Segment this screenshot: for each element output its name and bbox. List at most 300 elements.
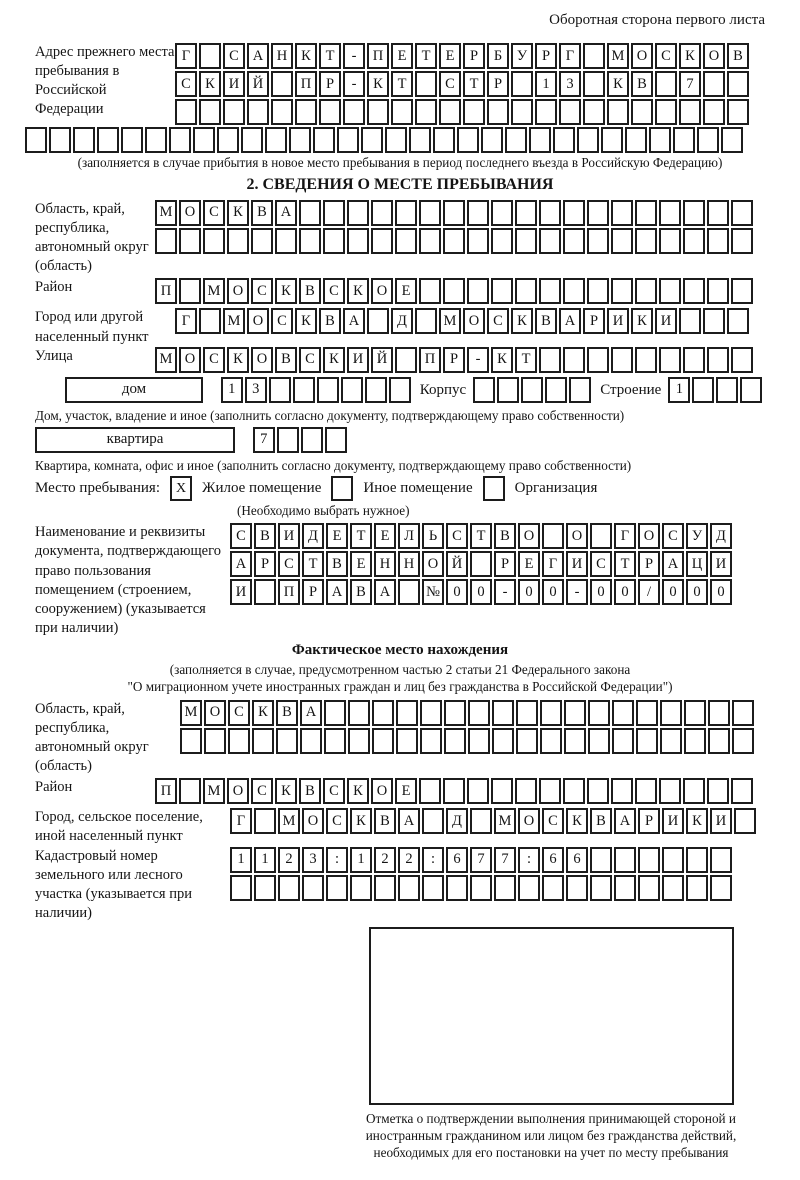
- char-cell[interactable]: С: [542, 808, 564, 834]
- char-cell[interactable]: Д: [446, 808, 468, 834]
- char-cell[interactable]: [588, 728, 610, 754]
- char-cell[interactable]: О: [422, 551, 444, 577]
- char-cell[interactable]: [293, 377, 315, 403]
- char-cell[interactable]: Т: [415, 43, 437, 69]
- char-cell[interactable]: [659, 278, 681, 304]
- char-cell[interactable]: С: [299, 347, 321, 373]
- char-cell[interactable]: [612, 728, 634, 754]
- char-cell[interactable]: [535, 99, 557, 125]
- char-cell[interactable]: [199, 43, 221, 69]
- char-cell[interactable]: [439, 99, 461, 125]
- char-cell[interactable]: К: [275, 278, 297, 304]
- char-cell[interactable]: В: [631, 71, 653, 97]
- char-cell[interactable]: -: [566, 579, 588, 605]
- char-cell[interactable]: [422, 875, 444, 901]
- char-cell[interactable]: 2: [278, 847, 300, 873]
- char-cell[interactable]: М: [155, 200, 177, 226]
- char-cell[interactable]: Г: [614, 523, 636, 549]
- char-cell[interactable]: [247, 99, 269, 125]
- char-cell[interactable]: :: [326, 847, 348, 873]
- char-cell[interactable]: [323, 228, 345, 254]
- char-cell[interactable]: [662, 847, 684, 873]
- char-cell[interactable]: [269, 377, 291, 403]
- char-cell[interactable]: В: [299, 778, 321, 804]
- char-cell[interactable]: П: [367, 43, 389, 69]
- char-cell[interactable]: [655, 71, 677, 97]
- char-cell[interactable]: С: [223, 43, 245, 69]
- char-cell[interactable]: [443, 228, 465, 254]
- char-cell[interactable]: [516, 700, 538, 726]
- char-cell[interactable]: М: [278, 808, 300, 834]
- char-cell[interactable]: [515, 278, 537, 304]
- char-cell[interactable]: А: [614, 808, 636, 834]
- char-cell[interactable]: О: [179, 200, 201, 226]
- char-cell[interactable]: [444, 728, 466, 754]
- char-cell[interactable]: К: [566, 808, 588, 834]
- char-cell[interactable]: [710, 875, 732, 901]
- char-cell[interactable]: И: [710, 551, 732, 577]
- char-cell[interactable]: [683, 278, 705, 304]
- char-cell[interactable]: К: [252, 700, 274, 726]
- char-cell[interactable]: [324, 728, 346, 754]
- char-cell[interactable]: [716, 377, 738, 403]
- char-cell[interactable]: [193, 127, 215, 153]
- char-cell[interactable]: [299, 200, 321, 226]
- char-cell[interactable]: [467, 228, 489, 254]
- char-cell[interactable]: С: [228, 700, 250, 726]
- char-cell[interactable]: [659, 228, 681, 254]
- char-cell[interactable]: М: [203, 278, 225, 304]
- char-cell[interactable]: [97, 127, 119, 153]
- char-cell[interactable]: С: [251, 778, 273, 804]
- char-cell[interactable]: -: [467, 347, 489, 373]
- char-cell[interactable]: [611, 278, 633, 304]
- char-cell[interactable]: [300, 728, 322, 754]
- char-cell[interactable]: [348, 728, 370, 754]
- char-cell[interactable]: [564, 728, 586, 754]
- char-cell[interactable]: С: [323, 778, 345, 804]
- char-cell[interactable]: [409, 127, 431, 153]
- char-cell[interactable]: [374, 875, 396, 901]
- char-cell[interactable]: [389, 377, 411, 403]
- char-cell[interactable]: С: [203, 347, 225, 373]
- char-cell[interactable]: О: [302, 808, 324, 834]
- char-cell[interactable]: :: [422, 847, 444, 873]
- char-cell[interactable]: В: [319, 308, 341, 334]
- char-cell[interactable]: [420, 700, 442, 726]
- char-cell[interactable]: А: [300, 700, 322, 726]
- char-cell[interactable]: [457, 127, 479, 153]
- checkbox-residential[interactable]: X: [170, 476, 192, 501]
- char-cell[interactable]: [199, 308, 221, 334]
- char-cell[interactable]: Е: [350, 551, 372, 577]
- char-cell[interactable]: [443, 778, 465, 804]
- char-cell[interactable]: 0: [470, 579, 492, 605]
- char-cell[interactable]: 7: [679, 71, 701, 97]
- char-cell[interactable]: 1: [254, 847, 276, 873]
- char-cell[interactable]: С: [271, 308, 293, 334]
- char-cell[interactable]: М: [223, 308, 245, 334]
- char-cell[interactable]: Е: [326, 523, 348, 549]
- char-cell[interactable]: [734, 808, 756, 834]
- char-cell[interactable]: [727, 71, 749, 97]
- char-cell[interactable]: 6: [446, 847, 468, 873]
- char-cell[interactable]: О: [463, 308, 485, 334]
- char-cell[interactable]: [121, 127, 143, 153]
- char-cell[interactable]: [265, 127, 287, 153]
- char-cell[interactable]: [494, 875, 516, 901]
- char-cell[interactable]: Ь: [422, 523, 444, 549]
- char-cell[interactable]: [655, 99, 677, 125]
- char-cell[interactable]: [583, 43, 605, 69]
- char-cell[interactable]: М: [203, 778, 225, 804]
- char-cell[interactable]: И: [607, 308, 629, 334]
- char-cell[interactable]: [707, 228, 729, 254]
- char-cell[interactable]: [635, 278, 657, 304]
- char-cell[interactable]: [317, 377, 339, 403]
- char-cell[interactable]: [683, 347, 705, 373]
- char-cell[interactable]: [660, 728, 682, 754]
- char-cell[interactable]: [372, 728, 394, 754]
- char-cell[interactable]: [398, 875, 420, 901]
- char-cell[interactable]: 1: [350, 847, 372, 873]
- char-cell[interactable]: [361, 127, 383, 153]
- char-cell[interactable]: [367, 99, 389, 125]
- char-cell[interactable]: [731, 200, 753, 226]
- char-cell[interactable]: [553, 127, 575, 153]
- char-cell[interactable]: [295, 99, 317, 125]
- char-cell[interactable]: Л: [398, 523, 420, 549]
- char-cell[interactable]: К: [347, 778, 369, 804]
- char-cell[interactable]: [473, 377, 495, 403]
- char-cell[interactable]: [251, 228, 273, 254]
- char-cell[interactable]: К: [367, 71, 389, 97]
- char-cell[interactable]: [727, 99, 749, 125]
- char-cell[interactable]: П: [278, 579, 300, 605]
- char-cell[interactable]: [155, 228, 177, 254]
- char-cell[interactable]: [252, 728, 274, 754]
- char-cell[interactable]: [348, 700, 370, 726]
- char-cell[interactable]: И: [662, 808, 684, 834]
- char-cell[interactable]: С: [439, 71, 461, 97]
- char-cell[interactable]: [635, 228, 657, 254]
- char-cell[interactable]: [341, 377, 363, 403]
- char-cell[interactable]: [731, 778, 753, 804]
- char-cell[interactable]: С: [326, 808, 348, 834]
- char-cell[interactable]: Р: [319, 71, 341, 97]
- char-cell[interactable]: В: [299, 278, 321, 304]
- char-cell[interactable]: Т: [515, 347, 537, 373]
- char-cell[interactable]: П: [295, 71, 317, 97]
- char-cell[interactable]: [217, 127, 239, 153]
- char-cell[interactable]: [601, 127, 623, 153]
- char-cell[interactable]: [343, 99, 365, 125]
- char-cell[interactable]: 2: [398, 847, 420, 873]
- char-cell[interactable]: [385, 127, 407, 153]
- char-cell[interactable]: [145, 127, 167, 153]
- char-cell[interactable]: [731, 228, 753, 254]
- char-cell[interactable]: 0: [542, 579, 564, 605]
- char-cell[interactable]: В: [590, 808, 612, 834]
- char-cell[interactable]: К: [491, 347, 513, 373]
- char-cell[interactable]: В: [727, 43, 749, 69]
- char-cell[interactable]: С: [203, 200, 225, 226]
- char-cell[interactable]: [614, 875, 636, 901]
- char-cell[interactable]: Р: [638, 551, 660, 577]
- char-cell[interactable]: [443, 278, 465, 304]
- char-cell[interactable]: [539, 778, 561, 804]
- char-cell[interactable]: [587, 278, 609, 304]
- char-cell[interactable]: [707, 278, 729, 304]
- char-cell[interactable]: 1: [668, 377, 690, 403]
- char-cell[interactable]: С: [175, 71, 197, 97]
- char-cell[interactable]: О: [638, 523, 660, 549]
- char-cell[interactable]: [540, 728, 562, 754]
- char-cell[interactable]: Т: [614, 551, 636, 577]
- char-cell[interactable]: Е: [395, 278, 417, 304]
- char-cell[interactable]: [515, 200, 537, 226]
- char-cell[interactable]: [228, 728, 250, 754]
- char-cell[interactable]: [583, 71, 605, 97]
- char-cell[interactable]: [635, 778, 657, 804]
- char-cell[interactable]: [636, 728, 658, 754]
- char-cell[interactable]: О: [247, 308, 269, 334]
- char-cell[interactable]: Н: [374, 551, 396, 577]
- char-cell[interactable]: [686, 847, 708, 873]
- char-cell[interactable]: 7: [253, 427, 275, 453]
- char-cell[interactable]: С: [655, 43, 677, 69]
- char-cell[interactable]: [254, 875, 276, 901]
- char-cell[interactable]: 1: [230, 847, 252, 873]
- char-cell[interactable]: [732, 700, 754, 726]
- char-cell[interactable]: [577, 127, 599, 153]
- char-cell[interactable]: К: [323, 347, 345, 373]
- char-cell[interactable]: 3: [302, 847, 324, 873]
- char-cell[interactable]: [337, 127, 359, 153]
- char-cell[interactable]: А: [559, 308, 581, 334]
- char-cell[interactable]: А: [326, 579, 348, 605]
- char-cell[interactable]: Г: [542, 551, 564, 577]
- char-cell[interactable]: О: [227, 778, 249, 804]
- char-cell[interactable]: [587, 228, 609, 254]
- char-cell[interactable]: С: [446, 523, 468, 549]
- char-cell[interactable]: [419, 228, 441, 254]
- char-cell[interactable]: Д: [302, 523, 324, 549]
- char-cell[interactable]: В: [254, 523, 276, 549]
- char-cell[interactable]: [708, 728, 730, 754]
- char-cell[interactable]: [679, 308, 701, 334]
- char-cell[interactable]: К: [679, 43, 701, 69]
- char-cell[interactable]: Р: [583, 308, 605, 334]
- char-cell[interactable]: О: [179, 347, 201, 373]
- char-cell[interactable]: [692, 377, 714, 403]
- char-cell[interactable]: В: [275, 347, 297, 373]
- char-cell[interactable]: [635, 347, 657, 373]
- char-cell[interactable]: 2: [374, 847, 396, 873]
- char-cell[interactable]: М: [439, 308, 461, 334]
- char-cell[interactable]: К: [686, 808, 708, 834]
- char-cell[interactable]: 7: [470, 847, 492, 873]
- char-cell[interactable]: К: [227, 347, 249, 373]
- char-cell[interactable]: О: [703, 43, 725, 69]
- char-cell[interactable]: [319, 99, 341, 125]
- char-cell[interactable]: К: [275, 778, 297, 804]
- char-cell[interactable]: [703, 308, 725, 334]
- char-cell[interactable]: Р: [535, 43, 557, 69]
- char-cell[interactable]: [25, 127, 47, 153]
- char-cell[interactable]: [686, 875, 708, 901]
- char-cell[interactable]: [302, 875, 324, 901]
- checkbox-other-premises[interactable]: [331, 476, 353, 501]
- char-cell[interactable]: [371, 228, 393, 254]
- char-cell[interactable]: [463, 99, 485, 125]
- char-cell[interactable]: [683, 200, 705, 226]
- char-cell[interactable]: [529, 127, 551, 153]
- char-cell[interactable]: [299, 228, 321, 254]
- char-cell[interactable]: В: [494, 523, 516, 549]
- char-cell[interactable]: [420, 728, 442, 754]
- char-cell[interactable]: [588, 700, 610, 726]
- char-cell[interactable]: Е: [395, 778, 417, 804]
- char-cell[interactable]: [325, 427, 347, 453]
- char-cell[interactable]: А: [662, 551, 684, 577]
- char-cell[interactable]: О: [518, 523, 540, 549]
- char-cell[interactable]: [631, 99, 653, 125]
- char-cell[interactable]: [563, 228, 585, 254]
- char-cell[interactable]: И: [347, 347, 369, 373]
- char-cell[interactable]: [662, 875, 684, 901]
- char-cell[interactable]: [446, 875, 468, 901]
- char-cell[interactable]: О: [631, 43, 653, 69]
- char-cell[interactable]: Р: [302, 579, 324, 605]
- char-cell[interactable]: 6: [542, 847, 564, 873]
- char-cell[interactable]: [326, 875, 348, 901]
- char-cell[interactable]: [649, 127, 671, 153]
- char-cell[interactable]: А: [398, 808, 420, 834]
- char-cell[interactable]: [179, 278, 201, 304]
- char-cell[interactable]: Р: [463, 43, 485, 69]
- char-cell[interactable]: [708, 700, 730, 726]
- char-cell[interactable]: В: [326, 551, 348, 577]
- char-cell[interactable]: [542, 875, 564, 901]
- char-cell[interactable]: /: [638, 579, 660, 605]
- char-cell[interactable]: Т: [463, 71, 485, 97]
- char-cell[interactable]: Г: [230, 808, 252, 834]
- char-cell[interactable]: [275, 228, 297, 254]
- checkbox-organization[interactable]: [483, 476, 505, 501]
- char-cell[interactable]: О: [204, 700, 226, 726]
- char-cell[interactable]: Е: [391, 43, 413, 69]
- char-cell[interactable]: [612, 700, 634, 726]
- char-cell[interactable]: О: [227, 278, 249, 304]
- char-cell[interactable]: [563, 778, 585, 804]
- char-cell[interactable]: [301, 427, 323, 453]
- char-cell[interactable]: [566, 875, 588, 901]
- char-cell[interactable]: [180, 728, 202, 754]
- char-cell[interactable]: [707, 200, 729, 226]
- char-cell[interactable]: [563, 278, 585, 304]
- char-cell[interactable]: [468, 700, 490, 726]
- char-cell[interactable]: [175, 99, 197, 125]
- char-cell[interactable]: [731, 347, 753, 373]
- char-cell[interactable]: [587, 778, 609, 804]
- char-cell[interactable]: [278, 875, 300, 901]
- char-cell[interactable]: [542, 523, 564, 549]
- char-cell[interactable]: [323, 200, 345, 226]
- char-cell[interactable]: Р: [638, 808, 660, 834]
- char-cell[interactable]: А: [343, 308, 365, 334]
- char-cell[interactable]: [254, 808, 276, 834]
- char-cell[interactable]: [740, 377, 762, 403]
- char-cell[interactable]: [415, 99, 437, 125]
- char-cell[interactable]: [703, 71, 725, 97]
- char-cell[interactable]: [367, 308, 389, 334]
- char-cell[interactable]: И: [230, 579, 252, 605]
- char-cell[interactable]: [732, 728, 754, 754]
- char-cell[interactable]: 0: [518, 579, 540, 605]
- char-cell[interactable]: [223, 99, 245, 125]
- char-cell[interactable]: [638, 847, 660, 873]
- char-cell[interactable]: В: [374, 808, 396, 834]
- char-cell[interactable]: [241, 127, 263, 153]
- char-cell[interactable]: Г: [559, 43, 581, 69]
- char-cell[interactable]: 1: [535, 71, 557, 97]
- char-cell[interactable]: У: [511, 43, 533, 69]
- char-cell[interactable]: К: [347, 278, 369, 304]
- char-cell[interactable]: [625, 127, 647, 153]
- char-cell[interactable]: [611, 228, 633, 254]
- char-cell[interactable]: [518, 875, 540, 901]
- char-cell[interactable]: 0: [710, 579, 732, 605]
- char-cell[interactable]: И: [566, 551, 588, 577]
- char-cell[interactable]: В: [350, 579, 372, 605]
- char-cell[interactable]: Н: [271, 43, 293, 69]
- char-cell[interactable]: [727, 308, 749, 334]
- char-cell[interactable]: Й: [247, 71, 269, 97]
- char-cell[interactable]: К: [227, 200, 249, 226]
- char-cell[interactable]: Т: [350, 523, 372, 549]
- char-cell[interactable]: [659, 778, 681, 804]
- char-cell[interactable]: [396, 700, 418, 726]
- char-cell[interactable]: [659, 200, 681, 226]
- char-cell[interactable]: [276, 728, 298, 754]
- char-cell[interactable]: [371, 200, 393, 226]
- char-cell[interactable]: [703, 99, 725, 125]
- char-cell[interactable]: [395, 347, 417, 373]
- char-cell[interactable]: Т: [302, 551, 324, 577]
- char-cell[interactable]: М: [180, 700, 202, 726]
- char-cell[interactable]: [419, 278, 441, 304]
- char-cell[interactable]: [679, 99, 701, 125]
- char-cell[interactable]: П: [155, 278, 177, 304]
- char-cell[interactable]: М: [155, 347, 177, 373]
- char-cell[interactable]: Е: [374, 523, 396, 549]
- char-cell[interactable]: А: [374, 579, 396, 605]
- char-cell[interactable]: С: [278, 551, 300, 577]
- char-cell[interactable]: 0: [590, 579, 612, 605]
- char-cell[interactable]: [590, 847, 612, 873]
- char-cell[interactable]: -: [343, 71, 365, 97]
- char-cell[interactable]: [590, 523, 612, 549]
- char-cell[interactable]: [169, 127, 191, 153]
- char-cell[interactable]: [467, 200, 489, 226]
- char-cell[interactable]: Р: [487, 71, 509, 97]
- char-cell[interactable]: И: [655, 308, 677, 334]
- char-cell[interactable]: Д: [391, 308, 413, 334]
- char-cell[interactable]: К: [631, 308, 653, 334]
- char-cell[interactable]: [347, 228, 369, 254]
- char-cell[interactable]: Н: [398, 551, 420, 577]
